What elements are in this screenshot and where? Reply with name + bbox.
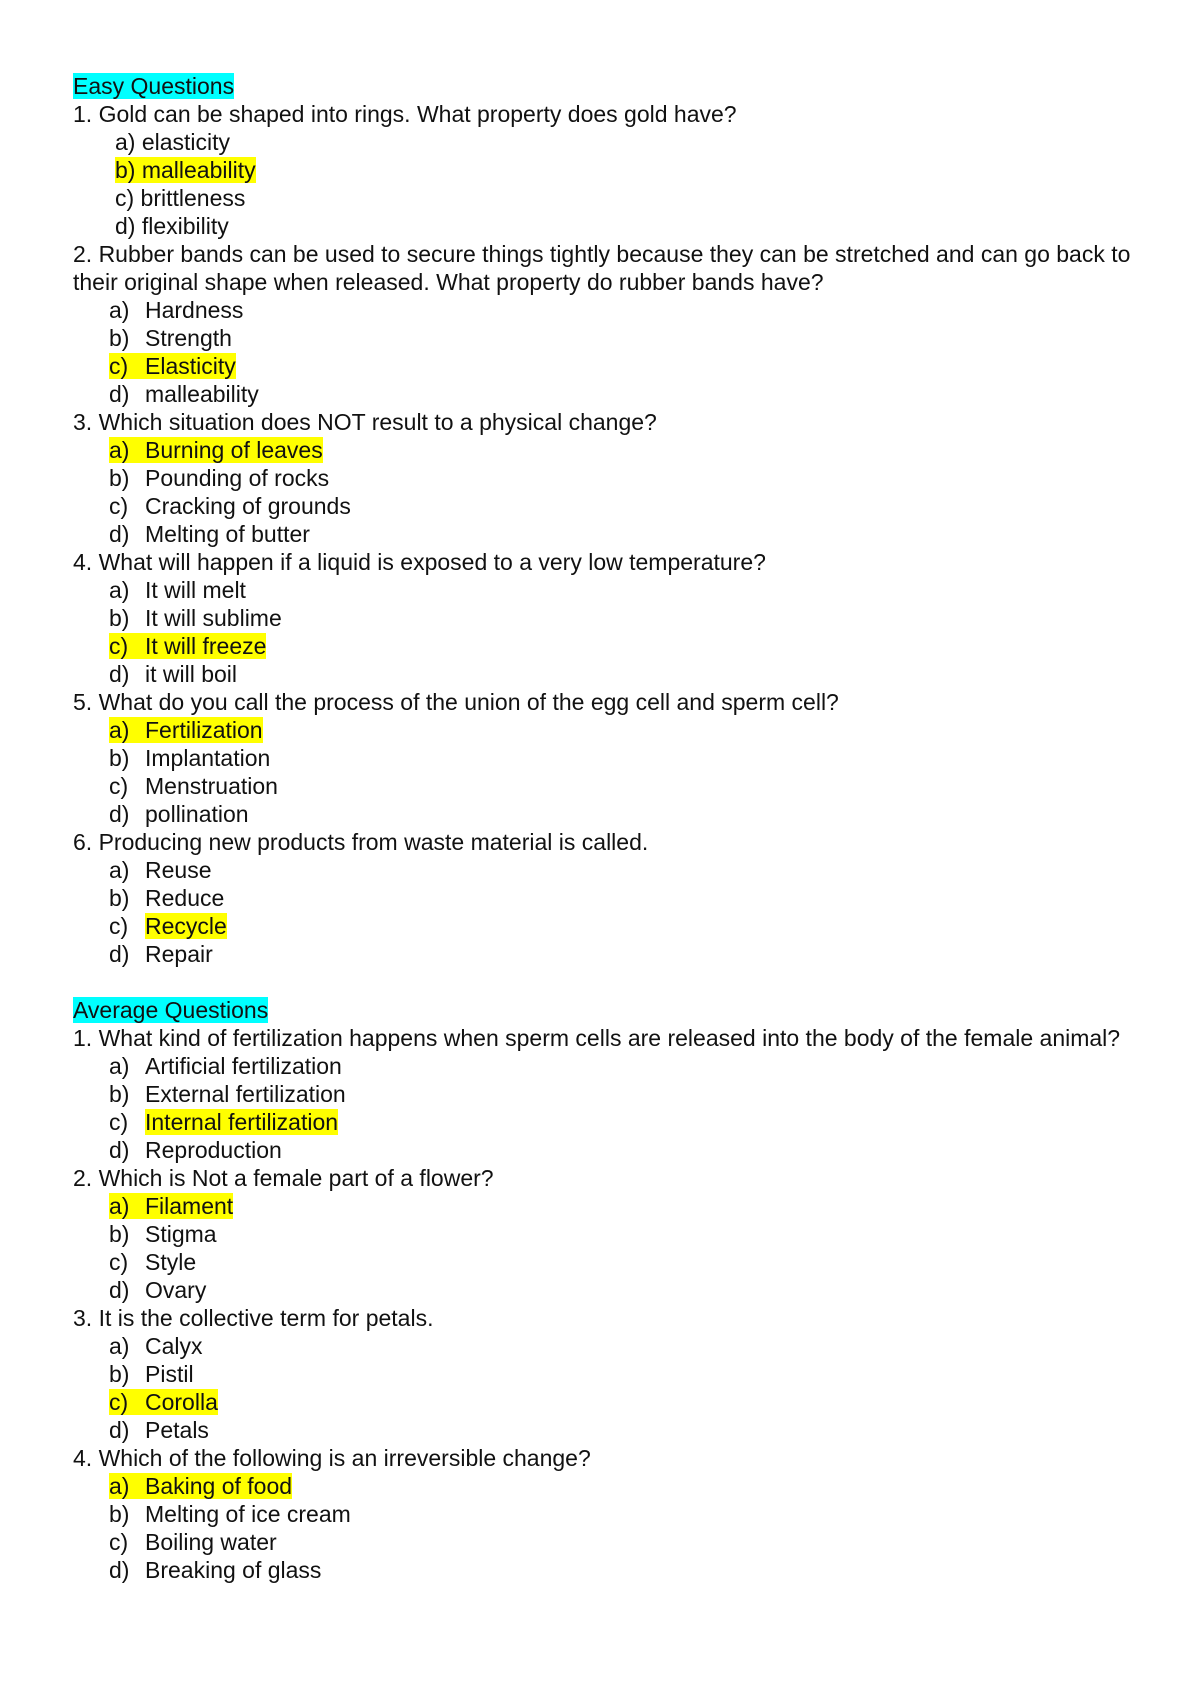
option-easy-1-b xyxy=(73,156,1133,184)
question-easy-4: 4. What will happen if a liquid is exposed to a very low temperature? xyxy=(73,549,766,575)
option-easy-5-a xyxy=(73,716,1133,744)
question-easy-6: 6. Producing new products from waste material is called. xyxy=(73,829,649,855)
correct-answer: a) Burning of leaves xyxy=(109,437,323,463)
average-heading-text: Average Questions xyxy=(73,997,269,1023)
question-average-2: 2. Which is Not a female part of a flower? xyxy=(73,1165,494,1191)
section-spacer xyxy=(73,968,1133,996)
section-heading-easy xyxy=(73,72,1133,100)
correct-answer: c) Elasticity xyxy=(109,353,236,379)
option-average-3-c xyxy=(73,1388,1133,1416)
question-easy-3: 3. Which situation does NOT result to a physical change? xyxy=(73,409,657,435)
option-easy-3-d: d) Melting of butter xyxy=(109,521,310,547)
option-easy-6-b: b) Reduce xyxy=(109,885,225,911)
option-average-1-b: b) External fertilization xyxy=(109,1081,346,1107)
option-easy-4-d: d) it will boil xyxy=(109,661,238,687)
option-average-4-c: c) Boiling water xyxy=(109,1529,277,1555)
option-easy-4-b: b) It will sublime xyxy=(109,605,282,631)
option-average-1-a: a) Artificial fertilization xyxy=(109,1053,342,1079)
option-average-2-d: d) Ovary xyxy=(109,1277,207,1303)
correct-answer: Internal fertilization xyxy=(145,1109,339,1135)
option-easy-3-c: c) Cracking of grounds xyxy=(109,493,351,519)
correct-answer: b) malleability xyxy=(115,157,256,183)
option-easy-2-a: a) Hardness xyxy=(109,297,244,323)
option-easy-1-c: c) brittleness xyxy=(115,185,246,211)
option-average-1-c: c) Internal fertilization xyxy=(109,1109,339,1135)
easy-heading-text: Easy Questions xyxy=(73,73,235,99)
option-easy-4-a: a) It will melt xyxy=(109,577,246,603)
option-average-3-a: a) Calyx xyxy=(109,1333,203,1359)
option-average-2-b: b) Stigma xyxy=(109,1221,217,1247)
option-average-2-a xyxy=(73,1192,1133,1220)
option-easy-2-d: d) malleability xyxy=(109,381,259,407)
correct-answer: c) It will freeze xyxy=(109,633,267,659)
option-easy-5-d: d) pollination xyxy=(109,801,249,827)
option-easy-6-d: d) Repair xyxy=(109,941,213,967)
quiz-document xyxy=(73,72,1133,1584)
section-heading-average xyxy=(73,996,1133,1024)
option-easy-4-c xyxy=(73,632,1133,660)
option-average-2-c: c) Style xyxy=(109,1249,197,1275)
question-easy-1: 1. Gold can be shaped into rings. What property does gold have? xyxy=(73,101,737,127)
question-average-4: 4. Which of the following is an irreversible change? xyxy=(73,1445,591,1471)
question-average-3: 3. It is the collective term for petals. xyxy=(73,1305,434,1331)
option-average-3-b: b) Pistil xyxy=(109,1361,194,1387)
option-easy-6-c: c) Recycle xyxy=(109,913,227,939)
option-easy-3-a xyxy=(73,436,1133,464)
option-easy-2-c xyxy=(73,352,1133,380)
question-easy-2: 2. Rubber bands can be used to secure things tightly because they can be stretched and can go back to their original shape when released. What property do rubber bands have? xyxy=(73,241,1131,295)
option-easy-1-d: d) flexibility xyxy=(115,213,229,239)
correct-answer: a) Baking of food xyxy=(109,1473,293,1499)
question-easy-5: 5. What do you call the process of the union of the egg cell and sperm cell? xyxy=(73,689,839,715)
option-easy-5-b: b) Implantation xyxy=(109,745,271,771)
correct-answer: Recycle xyxy=(145,913,227,939)
option-easy-5-c: c) Menstruation xyxy=(109,773,278,799)
correct-answer: c) Corolla xyxy=(109,1389,218,1415)
option-average-4-b: b) Melting of ice cream xyxy=(109,1501,351,1527)
question-average-1: 1. What kind of fertilization happens when sperm cells are released into the body of the female animal? xyxy=(73,1025,1121,1051)
option-easy-6-a: a) Reuse xyxy=(109,857,212,883)
option-easy-3-b: b) Pounding of rocks xyxy=(109,465,330,491)
option-average-1-d: d) Reproduction xyxy=(109,1137,282,1163)
option-average-3-d: d) Petals xyxy=(109,1417,209,1443)
option-average-4-a xyxy=(73,1472,1133,1500)
option-easy-1-a: a) elasticity xyxy=(115,129,231,155)
correct-answer: a) Fertilization xyxy=(109,717,263,743)
option-easy-2-b: b) Strength xyxy=(109,325,232,351)
correct-answer: a) Filament xyxy=(109,1193,234,1219)
option-average-4-d: d) Breaking of glass xyxy=(109,1557,322,1583)
